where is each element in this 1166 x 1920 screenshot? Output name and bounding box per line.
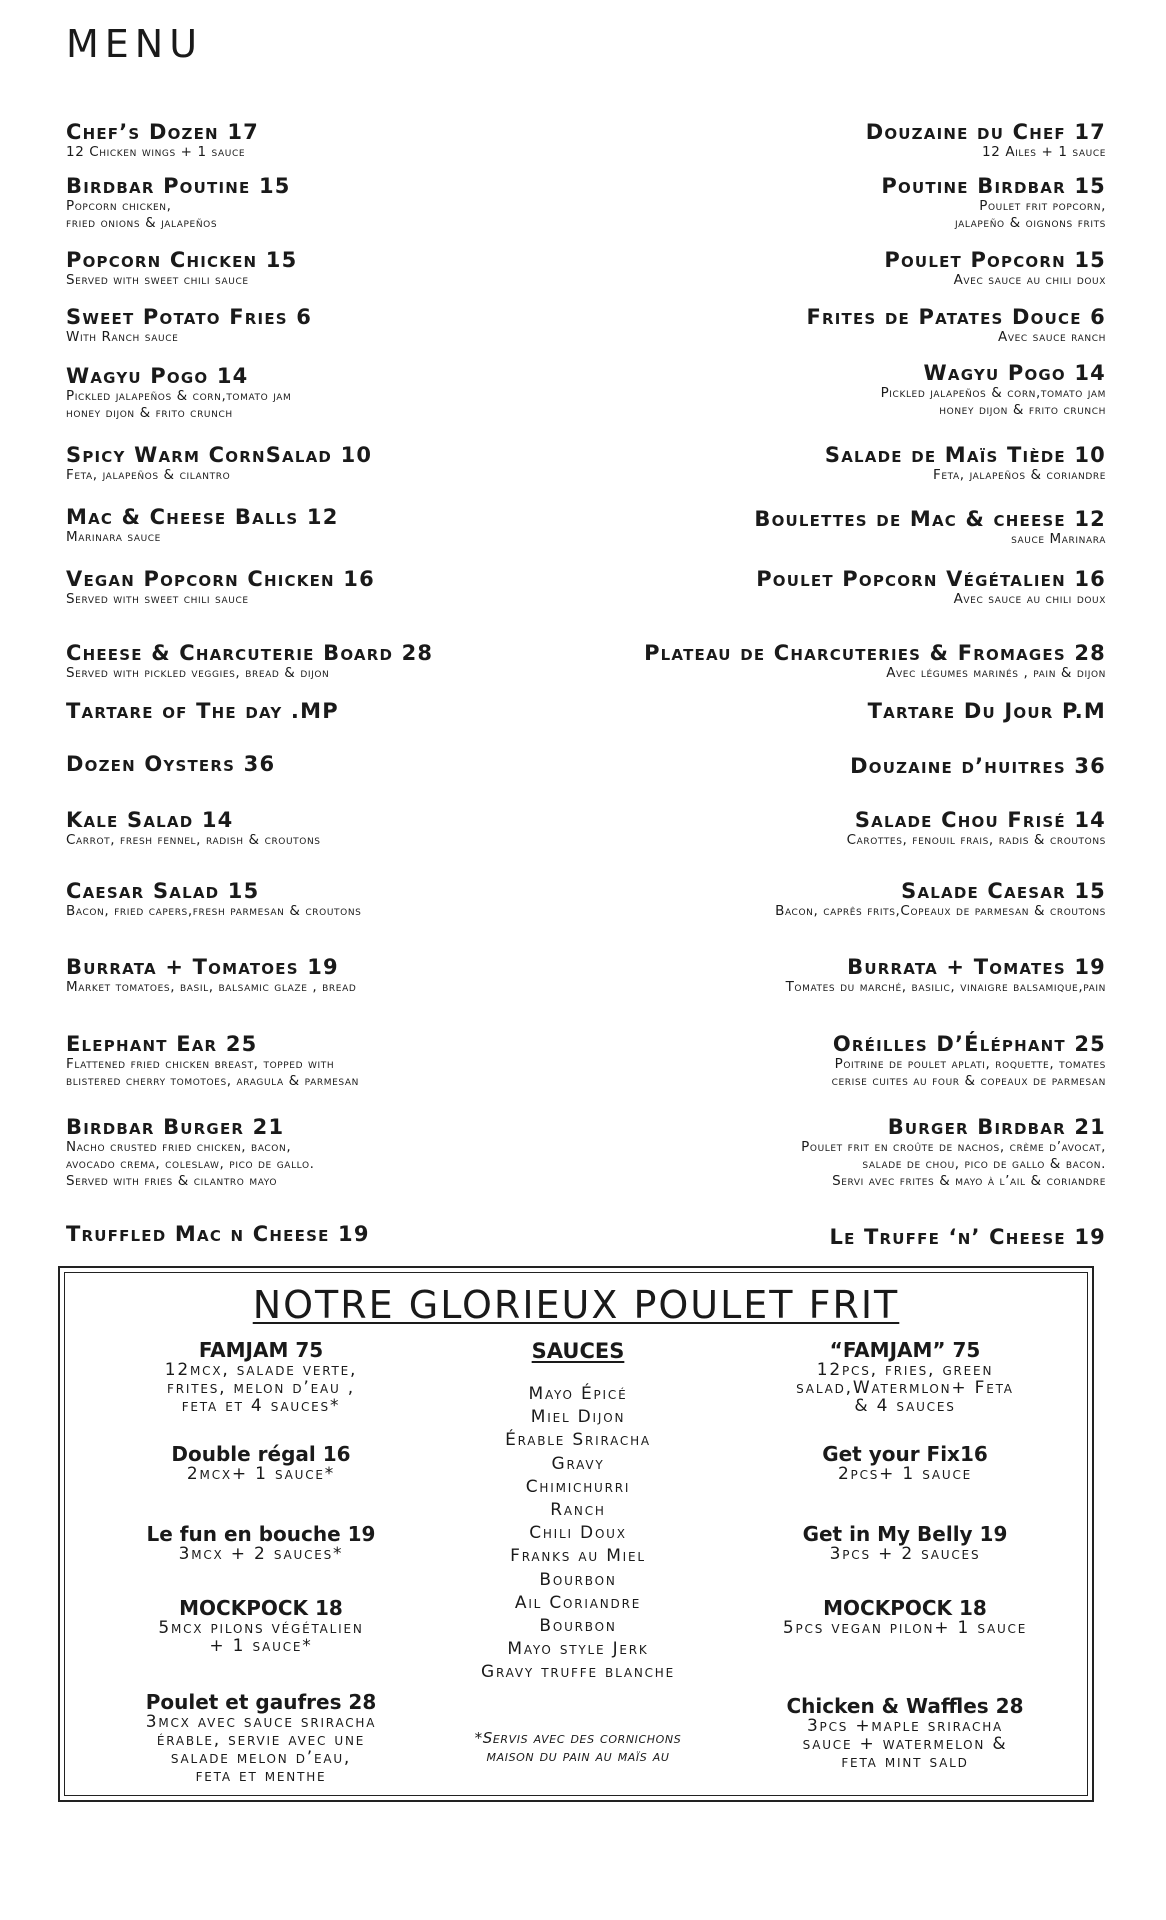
menu-item-en: [66, 567, 626, 608]
menu-item-description: [66, 903, 626, 920]
menu-item-description: [66, 1056, 626, 1090]
description-line: salade de chou, pico de gallo & bacon.: [862, 1156, 1106, 1172]
menu-item-description: [66, 529, 626, 546]
description-line: érable, servie avec une: [156, 1730, 366, 1750]
description-line: Bacon, fried capers,fresh parmesan & croutons: [66, 903, 362, 919]
menu-item-description: [66, 1139, 626, 1190]
menu-item-en: [66, 808, 626, 849]
description-line: avocado crema, coleslaw, pico de gallo.: [66, 1156, 315, 1172]
menu-item-en: [66, 443, 626, 484]
menu-item-fr: [546, 174, 1106, 232]
sauce-item: Bourbon: [539, 1569, 617, 1590]
description-line: 3pcs +maple sriracha: [806, 1716, 1004, 1736]
combo-item: [111, 1523, 411, 1563]
menu-item-name: Dozen Oysters 36: [66, 752, 276, 776]
combo-item: [755, 1597, 1055, 1637]
combo-description: [111, 1713, 411, 1785]
menu-item-fr: [546, 641, 1106, 682]
combo-name: MOCKPOCK 18: [179, 1596, 343, 1620]
combo-description: [755, 1361, 1055, 1415]
menu-item-name: Douzaine du Chef 17: [865, 120, 1106, 144]
menu-item-fr: [546, 699, 1106, 723]
menu-item-en: [66, 641, 626, 682]
menu-item-description: [66, 388, 626, 422]
description-line: honey dijon & frito crunch: [939, 402, 1106, 418]
menu-item-fr: [546, 754, 1106, 778]
combo-name: Chicken & Waffles 28: [786, 1694, 1024, 1718]
description-line: Tomates du marché, basilic, vinaigre balsamique,pain: [785, 979, 1106, 995]
combo-description: [755, 1717, 1055, 1771]
menu-item-name: Truffled Mac n Cheese 19: [66, 1222, 370, 1246]
menu-item-en: [66, 505, 626, 546]
combo-name: Le fun en bouche 19: [146, 1522, 376, 1546]
combo-item: [111, 1691, 411, 1785]
menu-item-name: Frites de Patates Douce 6: [806, 305, 1106, 329]
menu-item-name: Salade Caesar 15: [901, 879, 1106, 903]
description-line: Avec sauce au chili doux: [953, 272, 1106, 288]
description-line: Feta, jalapeños & coriandre: [932, 467, 1106, 483]
note-line: *Servis avec des cornichons: [474, 1729, 682, 1747]
description-line: 3mcx avec sauce sriracha: [145, 1712, 377, 1732]
description-line: 3pcs + 2 sauces: [829, 1544, 981, 1564]
combo-description: [111, 1619, 411, 1655]
description-line: Marinara sauce: [66, 529, 161, 545]
description-line: 12mcx, salade verte,: [164, 1360, 358, 1380]
menu-item-name: Salade de Maïs Tiède 10: [824, 443, 1106, 467]
description-line: 3mcx + 2 sauces*: [178, 1544, 344, 1564]
menu-item-description: [546, 665, 1106, 682]
menu-item-name: Oréilles D’Éléphant 25: [832, 1032, 1106, 1056]
menu-item-en: [66, 879, 626, 920]
combo-name: FAMJAM 75: [198, 1338, 324, 1362]
menu-item-en: [66, 248, 626, 289]
menu-title: MENU: [66, 22, 204, 66]
combo-description: [755, 1619, 1055, 1637]
menu-item-description: [546, 385, 1106, 419]
combo-description: [111, 1465, 411, 1483]
menu-item-name: Chef’s Dozen 17: [66, 120, 259, 144]
description-line: 5mcx pilons végétalien: [158, 1618, 364, 1638]
description-line: Servi avec frites & mayo à l’ail & coriandre: [832, 1173, 1106, 1189]
menu-item-en: [66, 120, 626, 161]
sauce-item: Gravy truffe blanche: [480, 1662, 675, 1683]
description-line: feta mint sald: [841, 1752, 969, 1772]
combo-name: Double régal 16: [171, 1442, 351, 1466]
menu-item-fr: [546, 1032, 1106, 1090]
description-line: honey dijon & frito crunch: [66, 405, 233, 421]
menu-item-description: [546, 329, 1106, 346]
menu-item-description: [66, 832, 626, 849]
combo-item: [111, 1339, 411, 1415]
combo-item: [755, 1339, 1055, 1415]
description-line: Poulet frit popcorn,: [979, 198, 1106, 214]
description-line: Avec sauce au chili doux: [953, 591, 1106, 607]
sauce-item: Ranch: [550, 1500, 606, 1521]
menu-item-description: [66, 665, 626, 682]
menu-item-name: Le Truffe ‘n’ Cheese 19: [829, 1225, 1106, 1249]
menu-item-name: Poulet Popcorn Végétalien 16: [756, 567, 1106, 591]
menu-item-name: Spicy Warm CornSalad 10: [66, 443, 373, 467]
description-line: Popcorn chicken,: [66, 198, 172, 214]
menu-item-description: [546, 1056, 1106, 1090]
combo-name: Poulet et gaufres 28: [145, 1690, 377, 1714]
menu-item-fr: [546, 443, 1106, 484]
sauce-item: Érable Sriracha: [505, 1430, 651, 1451]
description-line: feta et menthe: [195, 1766, 327, 1786]
description-line: & 4 sauces: [854, 1396, 956, 1416]
menu-item-en: [66, 1032, 626, 1090]
menu-item-name: Popcorn Chicken 15: [66, 248, 298, 272]
menu-item-description: [546, 467, 1106, 484]
description-line: + 1 sauce*: [209, 1636, 313, 1656]
combo-item: [755, 1695, 1055, 1771]
menu-item-name: Kale Salad 14: [66, 808, 234, 832]
menu-item-name: Cheese & Charcuterie Board 28: [66, 641, 434, 665]
sauce-item: Mayo Épicé: [528, 1384, 628, 1404]
sauce-item: Chili Doux: [529, 1523, 627, 1544]
menu-item-name: Poutine Birdbar 15: [881, 174, 1106, 198]
menu-item-description: [546, 144, 1106, 161]
menu-item-en: [66, 364, 626, 422]
menu-item-name: Wagyu Pogo 14: [923, 361, 1106, 385]
description-line: Served with fries & cilantro mayo: [66, 1173, 278, 1189]
menu-item-description: [66, 144, 626, 161]
description-line: 5pcs vegan pilon+ 1 sauce: [782, 1618, 1028, 1638]
sauces-column: [423, 1339, 733, 1765]
description-line: feta et 4 sauces*: [181, 1396, 341, 1416]
menu-item-name: Burger Birdbar 21: [887, 1115, 1106, 1139]
menu-item-name: Burrata + Tomatoes 19: [66, 955, 339, 979]
combo-description: [755, 1465, 1055, 1483]
description-line: 12pcs, fries, green: [816, 1360, 994, 1380]
menu-item-name: Tartare Du Jour P.M: [867, 699, 1106, 723]
description-line: Feta, jalapeños & cilantro: [66, 467, 231, 483]
description-line: sauce Marinara: [1011, 531, 1106, 547]
menu-item-description: [66, 979, 626, 996]
description-line: Pickled jalapeños & corn,tomato jam: [880, 385, 1106, 401]
menu-item-description: [66, 591, 626, 608]
menu-item-en: [66, 699, 626, 723]
menu-item-name: Wagyu Pogo 14: [66, 364, 249, 388]
combo-name: MOCKPOCK 18: [823, 1596, 987, 1620]
description-line: With Ranch sauce: [66, 329, 179, 345]
menu-item-description: [66, 272, 626, 289]
description-line: Bacon, caprês frits,Copeaux de parmesan & croutons: [775, 903, 1106, 919]
menu-item-fr: [546, 248, 1106, 289]
combo-description: [111, 1545, 411, 1563]
fried-chicken-box-inner: [64, 1272, 1088, 1796]
menu-item-description: [546, 272, 1106, 289]
combo-name: Get your Fix16: [822, 1442, 988, 1466]
note-line: maison du pain au maïs au: [486, 1747, 670, 1765]
combo-item: [111, 1443, 411, 1483]
menu-item-name: Tartare of The day .MP: [66, 699, 339, 723]
menu-item-description: [546, 832, 1106, 849]
menu-item-description: [546, 531, 1106, 548]
menu-item-name: Vegan Popcorn Chicken 16: [66, 567, 375, 591]
description-line: blistered cherry tomotoes, aragula & parmesan: [66, 1073, 359, 1089]
description-line: jalapeño & oignons frits: [954, 215, 1106, 231]
description-line: salad,Watermlon+ Feta: [796, 1378, 1014, 1398]
menu-item-name: Poulet Popcorn 15: [884, 248, 1106, 272]
description-line: Carottes, fenouil frais, radis & croutons: [846, 832, 1106, 848]
description-line: Market tomatoes, basil, balsamic glaze , bread: [66, 979, 357, 995]
menu-item-name: Burrata + Tomates 19: [847, 955, 1106, 979]
menu-item-en: [66, 1222, 626, 1246]
combo-description: [111, 1361, 411, 1415]
menu-item-name: Boulettes de Mac & cheese 12: [754, 507, 1106, 531]
fried-chicken-title: NOTRE GLORIEUX POULET FRIT: [252, 1283, 900, 1327]
menu-item-fr: [546, 808, 1106, 849]
description-line: Served with pickled veggies, bread & dijon: [66, 665, 330, 681]
fried-chicken-box: [58, 1266, 1094, 1802]
description-line: Carrot, fresh fennel, radish & croutons: [66, 832, 321, 848]
description-line: Avec sauce ranch: [998, 329, 1106, 345]
sauce-item: Ail Coriandre: [514, 1592, 642, 1613]
menu-item-fr: [546, 305, 1106, 346]
menu-item-en: [66, 1115, 626, 1190]
description-line: frites, melon d’eau ,: [167, 1378, 355, 1398]
combo-item: [755, 1443, 1055, 1483]
description-line: 2mcx+ 1 sauce*: [186, 1464, 336, 1484]
menu-item-fr: [546, 567, 1106, 608]
description-line: Poulet frit en croûte de nachos, crème d’avocat,: [801, 1139, 1106, 1155]
menu-item-en: [66, 174, 626, 232]
menu-item-description: [546, 979, 1106, 996]
description-line: Poitrine de poulet aplati, roquette, tomates: [834, 1056, 1106, 1072]
description-line: 12 Ailes + 1 sauce: [982, 144, 1106, 160]
description-line: Nacho crusted fried chicken, bacon,: [66, 1139, 292, 1155]
menu-item-en: [66, 752, 626, 776]
description-line: salade melon d’eau,: [170, 1748, 352, 1768]
description-line: Served with sweet chili sauce: [66, 272, 249, 288]
sauce-list: [423, 1383, 733, 1685]
menu-item-fr: [546, 120, 1106, 161]
sauce-item: Chimichurri: [525, 1476, 631, 1497]
description-line: cerise cuites au four & copeaux de parmesan: [831, 1073, 1106, 1089]
description-line: Pickled jalapeños & corn,tomato jam: [66, 388, 292, 404]
description-line: sauce + watermelon &: [802, 1734, 1008, 1754]
menu-item-name: Birdbar Burger 21: [66, 1115, 285, 1139]
menu-item-name: Salade Chou Frisé 14: [854, 808, 1106, 832]
combo-description: [755, 1545, 1055, 1563]
menu-item-name: Birdbar Poutine 15: [66, 174, 291, 198]
menu-item-name: Elephant Ear 25: [66, 1032, 258, 1056]
menu-item-name: Sweet Potato Fries 6: [66, 305, 313, 329]
sauce-item: Mayo style Jerk: [507, 1639, 649, 1660]
menu-item-name: Mac & Cheese Balls 12: [66, 505, 339, 529]
sauces-heading: SAUCES: [531, 1339, 625, 1363]
sauce-item: Gravy: [551, 1453, 605, 1474]
menu-item-fr: [546, 507, 1106, 548]
menu-item-fr: [546, 361, 1106, 419]
menu-item-description: [66, 467, 626, 484]
menu-item-name: Plateau de Charcuteries & Fromages 28: [644, 641, 1106, 665]
description-line: 2pcs+ 1 sauce: [837, 1464, 973, 1484]
description-line: Avec légumes marinés , pain & dijon: [886, 665, 1106, 681]
description-line: fried onions & jalapeños: [66, 215, 218, 231]
description-line: Served with sweet chili sauce: [66, 591, 249, 607]
menu-item-name: Caesar Salad 15: [66, 879, 260, 903]
description-line: Flattened fried chicken breast, topped with: [66, 1056, 335, 1072]
combo-name: “FAMJAM” 75: [829, 1338, 981, 1362]
menu-item-description: [546, 198, 1106, 232]
menu-item-name: Douzaine d’huitres 36: [850, 754, 1106, 778]
sauces-note: [423, 1729, 733, 1765]
combo-item: [755, 1523, 1055, 1563]
combo-name: Get in My Belly 19: [802, 1522, 1008, 1546]
combo-item: [111, 1597, 411, 1655]
menu-item-fr: [546, 955, 1106, 996]
menu-item-en: [66, 955, 626, 996]
menu-item-description: [66, 198, 626, 232]
description-line: 12 Chicken wings + 1 sauce: [66, 144, 246, 160]
menu-item-fr: [546, 879, 1106, 920]
menu-item-fr: [546, 1225, 1106, 1249]
menu-item-description: [546, 903, 1106, 920]
menu-item-description: [546, 1139, 1106, 1190]
sauce-item: Bourbon: [539, 1616, 617, 1637]
menu-item-description: [546, 591, 1106, 608]
menu-item-description: [66, 329, 626, 346]
sauce-item: Franks au Miel: [510, 1546, 646, 1567]
sauce-item: Miel Dijon: [530, 1407, 626, 1428]
menu-item-en: [66, 305, 626, 346]
menu-item-fr: [546, 1115, 1106, 1190]
